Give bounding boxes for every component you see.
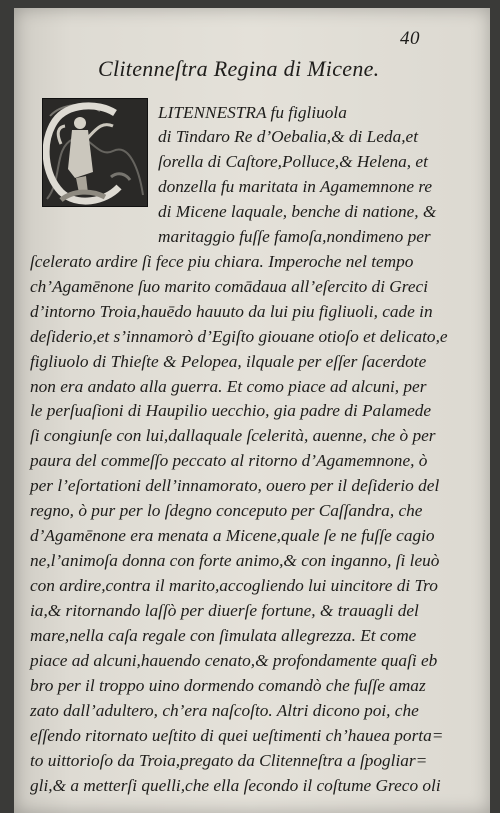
text-line: ſcelerato ardire ſi fece piu chiara. Imperoche nel tempo bbox=[30, 252, 414, 271]
text-line: non era andato alla guerra. Et como piace ad alcuni, per bbox=[30, 377, 427, 396]
text-line: di Micene laquale, benche di natione, & bbox=[158, 202, 437, 221]
text-line: zato dall’adultero, ch’era naſcoſto. Altri dicono poi, che bbox=[30, 701, 419, 720]
decorated-initial-c bbox=[42, 98, 148, 207]
book-page bbox=[14, 8, 490, 813]
text-line: con ardire,contra il marito,accogliendo lui uincitore di Tro bbox=[30, 576, 438, 595]
text-line: di Tindaro Re d’Oebalia,& di Leda,et bbox=[158, 127, 419, 146]
text-line: bro per il troppo uino dormendo comandò che fuſſe amaz bbox=[30, 676, 426, 695]
text-line: figliuolo di Thieſte & Pelopea, ilquale per eſſer ſacerdote bbox=[30, 352, 427, 371]
figure-illustration-icon bbox=[43, 99, 147, 206]
text-line: le perſuaſioni di Haupilio uecchio, gia padre di Palamede bbox=[30, 401, 432, 420]
text-line: ſorella di Caſtore,Polluce,& Helena, et bbox=[158, 152, 428, 171]
text-line: maritaggio fuſſe famoſa,nondimeno per bbox=[158, 227, 431, 246]
text-line: donzella fu maritata in Agamemnone re bbox=[158, 177, 433, 196]
text-line: per l’eſortationi dell’innamorato, ouero per il deſiderio del bbox=[30, 476, 440, 495]
text-line: to uittorioſo da Troia,pregato da Clitenneſtra a ſpogliar= bbox=[30, 751, 428, 770]
text-line: d’Agamēnone era menata a Micene,quale ſe ne fuſſe cagio bbox=[30, 526, 435, 545]
text-line: gli,& a metterſi quelli,che ella ſecondo il coſtume Greco oli bbox=[30, 776, 441, 795]
text-line: paura del commeſſo peccato al ritorno d’Agamemnone, ò bbox=[30, 451, 428, 470]
text-line: d’intorno Troia,hauēdo hauuto da lui piu figliuoli, cade in bbox=[30, 302, 433, 321]
text-line: LITENNESTRA fu figliuola bbox=[158, 103, 347, 122]
text-line: eſſendo ritornato ueſtito di quei ueſtimenti ch’haueа porta= bbox=[30, 726, 444, 745]
text-line: ch’Agamēnone ſuo marito comādaua all’eſercito di Greci bbox=[30, 277, 429, 296]
text-line: regno, ò pur per lo ſdegno conceputo per Caſſandra, che bbox=[30, 501, 423, 520]
text-line: ſi congiunſe con lui,dallaquale ſcelerità, auenne, che ò per bbox=[30, 426, 436, 445]
page-number: 40 bbox=[400, 28, 420, 49]
text-line: mare,nella caſa regale con ſimulata allegrezza. Et come bbox=[30, 626, 417, 645]
text-line: ia,& ritornando laſſò per diuerſe fortune, & trauagli del bbox=[30, 601, 419, 620]
text-line: deſiderio,et s’innamorò d’Egiſto giouane otioſo et delicato,e bbox=[30, 327, 448, 346]
running-head: Clitenneſtra Regina di Micene. bbox=[98, 56, 380, 81]
text-line: ne,l’animoſa donna con forte animo,& con inganno, ſi leuò bbox=[30, 551, 440, 570]
text-line: piace ad alcuni,hauendo cenato,& profondamente quaſi eb bbox=[30, 651, 438, 670]
